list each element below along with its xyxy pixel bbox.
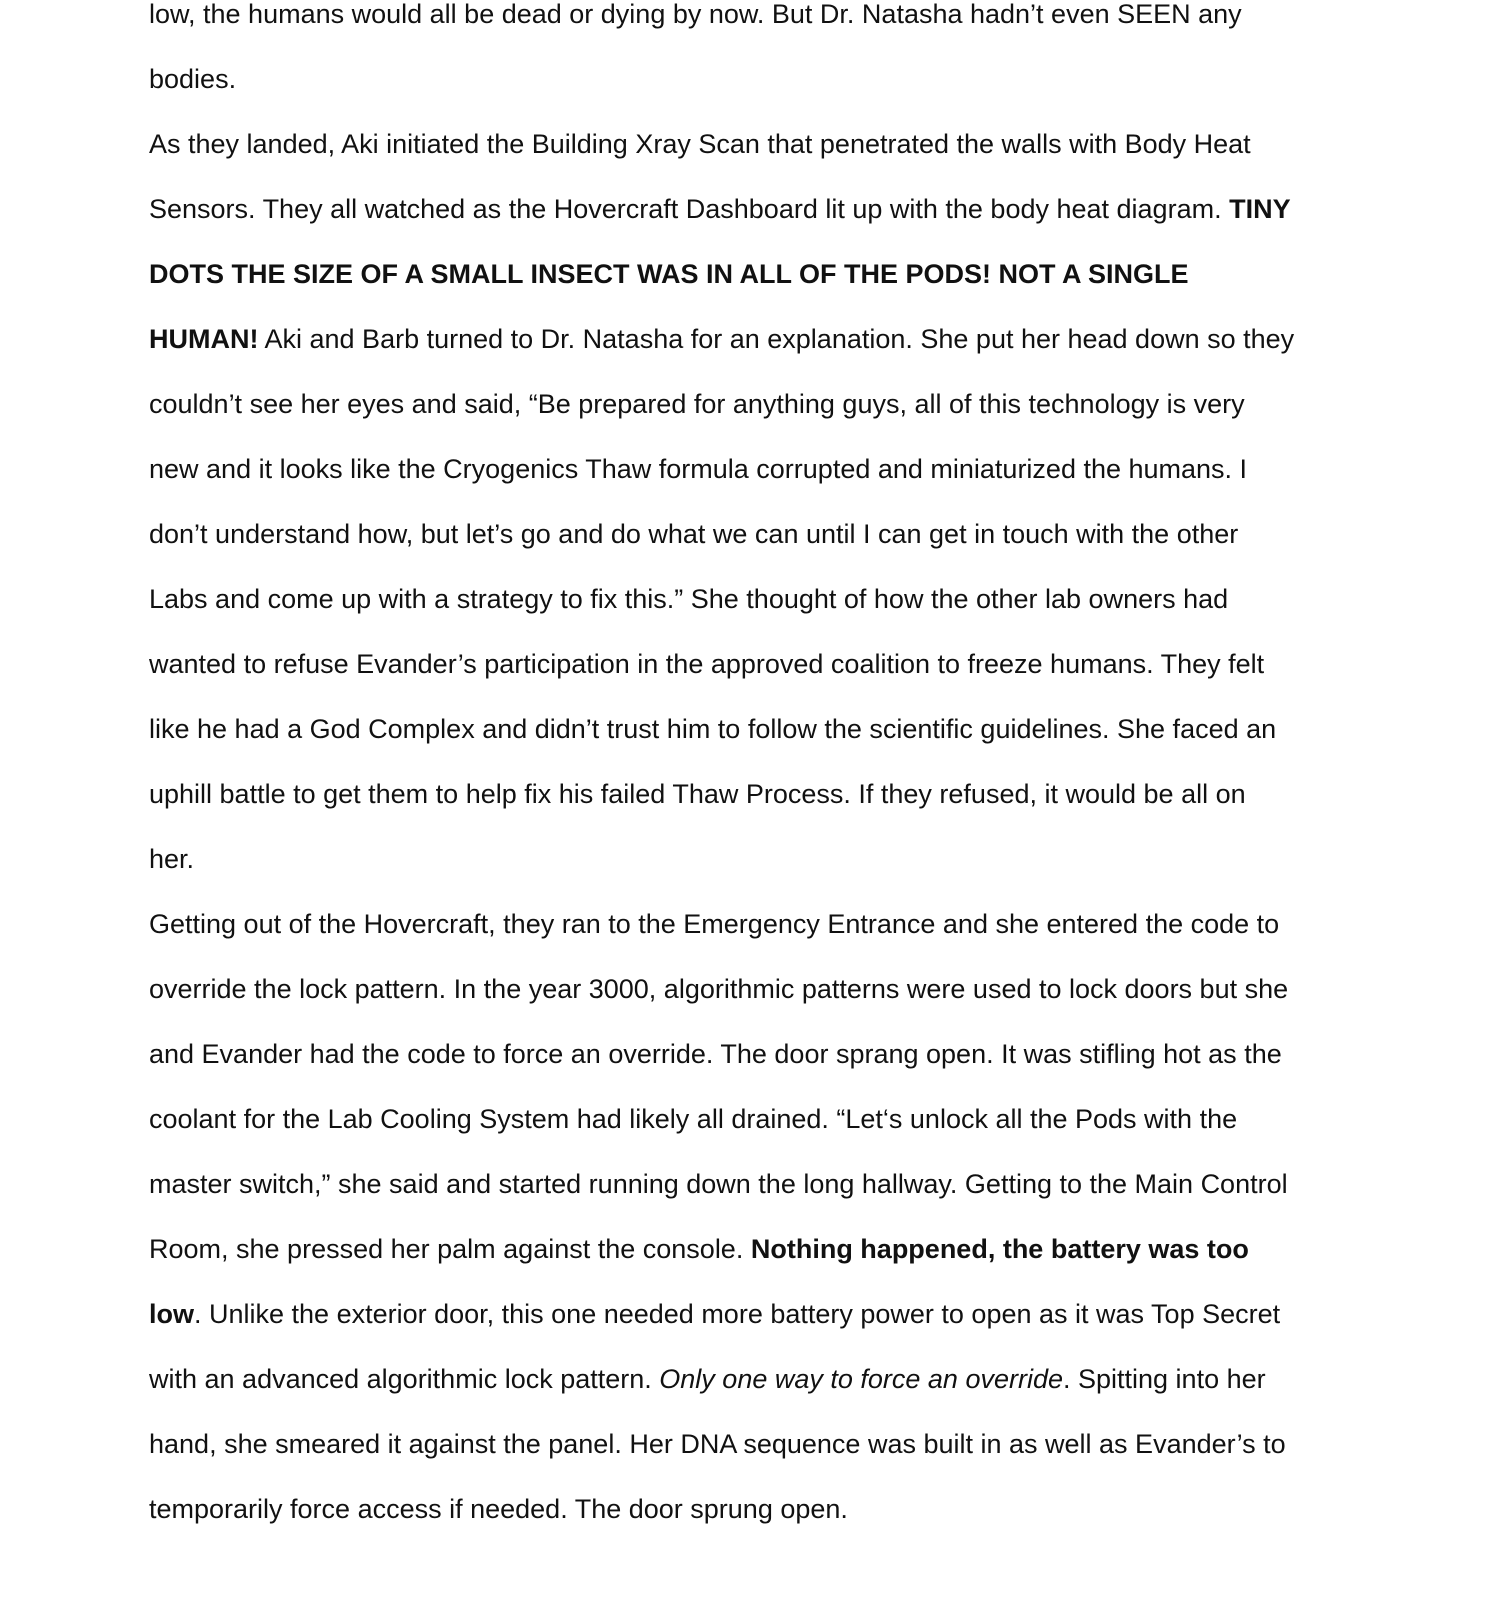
text-line	[149, 0, 1294, 47]
text-run: Room, she pressed her palm against the console.	[149, 1234, 751, 1264]
bold-text: Nothing happened, the battery was too	[750, 1234, 1249, 1264]
text-run: . Unlike the exterior door, this one needed more battery power to open as it was Top Secret	[194, 1299, 1281, 1329]
text-run: with an advanced algorithmic lock pattern.	[149, 1364, 660, 1394]
text-run: and Evander had the code to force an override. The door sprang open. It was stifling hot as the	[149, 1039, 1282, 1069]
bold-text: HUMAN!	[149, 324, 259, 354]
text-line	[149, 957, 1294, 1022]
text-run: master switch,” she said and started running down the long hallway. Getting to the Main Control	[149, 1169, 1288, 1199]
text-line	[149, 502, 1294, 567]
text-line	[149, 177, 1294, 242]
text-line	[149, 372, 1294, 437]
text-line	[149, 1477, 1294, 1542]
text-run: couldn’t see her eyes and said, “Be prepared for anything guys, all of this technology is very	[149, 389, 1245, 419]
text-run: Sensors. They all watched as the Hovercraft Dashboard lit up with the body heat diagram.	[149, 194, 1230, 224]
text-run: uphill battle to get them to help fix his failed Thaw Process. If they refused, it would be all on	[149, 779, 1246, 809]
text-line	[149, 1217, 1294, 1282]
bold-text: DOTS THE SIZE OF A SMALL INSECT WAS IN ALL OF THE PODS! NOT A SINGLE	[149, 259, 1189, 289]
text-line	[149, 567, 1294, 632]
text-run: Labs and come up with a strategy to fix this.” She thought of how the other lab owners had	[149, 584, 1229, 614]
text-run: . Spitting into her	[1063, 1364, 1266, 1394]
text-run: coolant for the Lab Cooling System had likely all drained. “Let‘s unlock all the Pods with the	[149, 1104, 1238, 1134]
italic-text: Only one way to force an override	[659, 1364, 1063, 1394]
text-run: her.	[149, 844, 195, 874]
text-line	[149, 697, 1294, 762]
text-line	[149, 1412, 1294, 1477]
text-run: temporarily force access if needed. The door sprung open.	[149, 1494, 848, 1524]
text-run: new and it looks like the Cryogenics Thaw formula corrupted and miniaturized the humans. I	[149, 454, 1248, 484]
text-line	[149, 762, 1294, 827]
text-line	[149, 1347, 1294, 1412]
text-run: Aki and Barb turned to Dr. Natasha for an explanation. She put her head down so they	[258, 324, 1295, 354]
text-line	[149, 1087, 1294, 1152]
text-line	[149, 112, 1294, 177]
text-run: don’t understand how, but let’s go and do what we can until I can get in touch with the other	[149, 519, 1239, 549]
text-line	[149, 307, 1294, 372]
document-body	[149, 0, 1294, 1542]
text-run: As they landed, Aki initiated the Building Xray Scan that penetrated the walls with Body Heat	[149, 129, 1251, 159]
text-run: bodies.	[149, 64, 237, 94]
text-line	[149, 47, 1294, 112]
text-line	[149, 1282, 1294, 1347]
text-line	[149, 632, 1294, 697]
text-line	[149, 892, 1294, 957]
text-run: Getting out of the Hovercraft, they ran to the Emergency Entrance and she entered the code to	[149, 909, 1280, 939]
text-run: like he had a God Complex and didn’t trust him to follow the scientific guidelines. She faced an	[149, 714, 1277, 744]
text-line	[149, 242, 1294, 307]
text-run: override the lock pattern. In the year 3000, algorithmic patterns were used to lock doors but she	[149, 974, 1289, 1004]
bold-text: low	[149, 1299, 194, 1329]
text-run: low, the humans would all be dead or dying by now. But Dr. Natasha hadn’t even SEEN any	[149, 0, 1242, 29]
bold-text: TINY	[1229, 194, 1291, 224]
text-line	[149, 1022, 1294, 1087]
text-line	[149, 437, 1294, 502]
text-run: hand, she smeared it against the panel. Her DNA sequence was built in as well as Evander’s to	[149, 1429, 1286, 1459]
text-run: wanted to refuse Evander’s participation in the approved coalition to freeze humans. They felt	[149, 649, 1265, 679]
text-line	[149, 827, 1294, 892]
text-line	[149, 1152, 1294, 1217]
